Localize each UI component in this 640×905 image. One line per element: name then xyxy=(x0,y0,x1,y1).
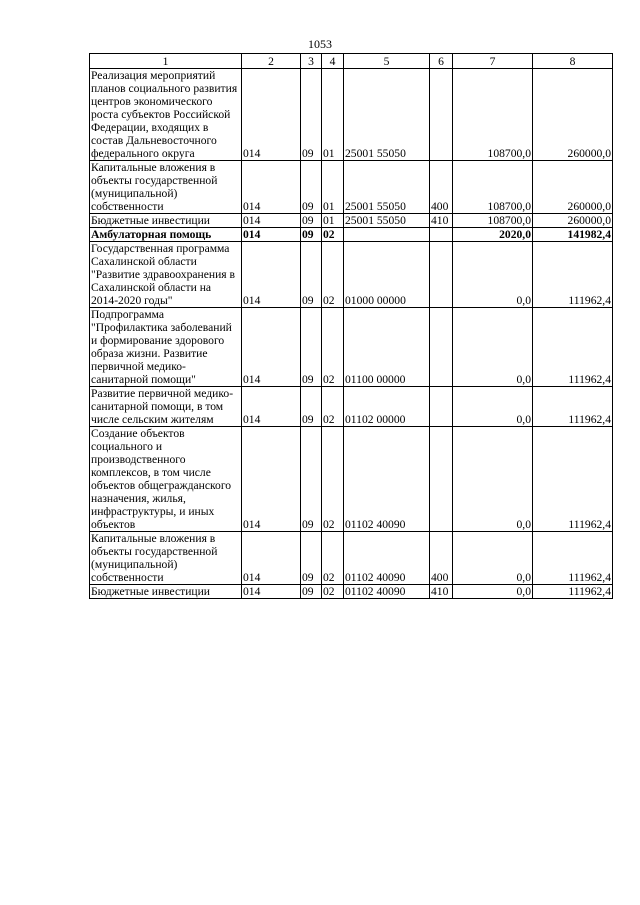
row-name-cell: Государственная программа Сахалинской области "Развитие здравоохранения в Сахалинской области на 2014-2020 годы" xyxy=(90,242,242,308)
table-row xyxy=(90,387,613,427)
subsection-code-cell: 01 xyxy=(322,161,344,214)
column-header: 6 xyxy=(430,54,453,69)
column-header: 7 xyxy=(453,54,533,69)
target-article-cell: 01000 00000 xyxy=(344,242,430,308)
section-code-cell: 09 xyxy=(301,214,322,228)
expense-type-cell xyxy=(430,69,453,161)
expense-type-cell xyxy=(430,387,453,427)
subsection-code-cell: 02 xyxy=(322,242,344,308)
row-name-cell: Подпрограмма "Профилактика заболеваний и формирование здорового образа жизни. Развитие первичной медико-санитарной помощи" xyxy=(90,308,242,387)
target-article-cell: 01102 00000 xyxy=(344,387,430,427)
amount-col7-cell: 108700,0 xyxy=(453,69,533,161)
target-article-cell: 01102 40090 xyxy=(344,427,430,532)
column-header: 5 xyxy=(344,54,430,69)
target-article-cell xyxy=(344,228,430,242)
section-code-cell: 09 xyxy=(301,161,322,214)
table-row xyxy=(90,427,613,532)
amount-col7-cell: 0,0 xyxy=(453,532,533,585)
column-header: 3 xyxy=(301,54,322,69)
column-header: 2 xyxy=(242,54,301,69)
column-header: 8 xyxy=(533,54,613,69)
target-article-cell: 25001 55050 xyxy=(344,69,430,161)
table-row xyxy=(90,228,613,242)
row-name-cell: Бюджетные инвестиции xyxy=(90,214,242,228)
budget-table xyxy=(89,53,613,599)
target-article-cell: 01102 40090 xyxy=(344,532,430,585)
amount-col8-cell: 111962,4 xyxy=(533,387,613,427)
subsection-code-cell: 02 xyxy=(322,585,344,599)
amount-col8-cell: 111962,4 xyxy=(533,427,613,532)
section-code-cell: 09 xyxy=(301,532,322,585)
amount-col7-cell: 108700,0 xyxy=(453,161,533,214)
amount-col7-cell: 0,0 xyxy=(453,427,533,532)
ministry-code-cell: 014 xyxy=(242,161,301,214)
ministry-code-cell: 014 xyxy=(242,532,301,585)
amount-col8-cell: 111962,4 xyxy=(533,532,613,585)
table-header-row xyxy=(90,54,613,69)
expense-type-cell: 400 xyxy=(430,532,453,585)
amount-col7-cell: 0,0 xyxy=(453,387,533,427)
subsection-code-cell: 02 xyxy=(322,387,344,427)
amount-col8-cell: 260000,0 xyxy=(533,214,613,228)
amount-col8-cell: 111962,4 xyxy=(533,585,613,599)
section-code-cell: 09 xyxy=(301,387,322,427)
subsection-code-cell: 02 xyxy=(322,427,344,532)
expense-type-cell: 410 xyxy=(430,214,453,228)
amount-col7-cell: 0,0 xyxy=(453,242,533,308)
table-row xyxy=(90,161,613,214)
amount-col7-cell: 2020,0 xyxy=(453,228,533,242)
ministry-code-cell: 014 xyxy=(242,585,301,599)
section-code-cell: 09 xyxy=(301,228,322,242)
amount-col7-cell: 0,0 xyxy=(453,308,533,387)
row-name-cell: Амбулаторная помощь xyxy=(90,228,242,242)
ministry-code-cell: 014 xyxy=(242,427,301,532)
subsection-code-cell: 01 xyxy=(322,69,344,161)
expense-type-cell xyxy=(430,228,453,242)
section-code-cell: 09 xyxy=(301,308,322,387)
table-row xyxy=(90,532,613,585)
row-name-cell: Бюджетные инвестиции xyxy=(90,585,242,599)
column-header: 1 xyxy=(90,54,242,69)
expense-type-cell xyxy=(430,308,453,387)
row-name-cell: Развитие первичной медико-санитарной помощи, в том числе сельским жителям xyxy=(90,387,242,427)
table-row xyxy=(90,69,613,161)
amount-col7-cell: 108700,0 xyxy=(453,214,533,228)
table-row xyxy=(90,214,613,228)
row-name-cell: Реализация мероприятий планов социального развития центров экономического роста субъектов Российской Федерации, входящих в состав Дальневосточного федерального округа xyxy=(90,69,242,161)
amount-col7-cell: 0,0 xyxy=(453,585,533,599)
amount-col8-cell: 260000,0 xyxy=(533,161,613,214)
row-name-cell: Создание объектов социального и производственного комплексов, в том числе объектов общегражданского назначения, жилья, инфраструктуры, и иных объектов xyxy=(90,427,242,532)
expense-type-cell xyxy=(430,242,453,308)
amount-col8-cell: 111962,4 xyxy=(533,308,613,387)
expense-type-cell: 410 xyxy=(430,585,453,599)
ministry-code-cell: 014 xyxy=(242,228,301,242)
target-article-cell: 25001 55050 xyxy=(344,161,430,214)
row-name-cell: Капитальные вложения в объекты государственной (муниципальной) собственности xyxy=(90,532,242,585)
ministry-code-cell: 014 xyxy=(242,242,301,308)
row-name-cell: Капитальные вложения в объекты государственной (муниципальной) собственности xyxy=(90,161,242,214)
ministry-code-cell: 014 xyxy=(242,387,301,427)
subsection-code-cell: 02 xyxy=(322,228,344,242)
table-row xyxy=(90,308,613,387)
section-code-cell: 09 xyxy=(301,585,322,599)
target-article-cell: 01102 40090 xyxy=(344,585,430,599)
amount-col8-cell: 141982,4 xyxy=(533,228,613,242)
target-article-cell: 01100 00000 xyxy=(344,308,430,387)
amount-col8-cell: 260000,0 xyxy=(533,69,613,161)
amount-col8-cell: 111962,4 xyxy=(533,242,613,308)
subsection-code-cell: 02 xyxy=(322,308,344,387)
expense-type-cell xyxy=(430,427,453,532)
ministry-code-cell: 014 xyxy=(242,308,301,387)
subsection-code-cell: 02 xyxy=(322,532,344,585)
ministry-code-cell: 014 xyxy=(242,214,301,228)
section-code-cell: 09 xyxy=(301,427,322,532)
ministry-code-cell: 014 xyxy=(242,69,301,161)
subsection-code-cell: 01 xyxy=(322,214,344,228)
section-code-cell: 09 xyxy=(301,242,322,308)
section-code-cell: 09 xyxy=(301,69,322,161)
expense-type-cell: 400 xyxy=(430,161,453,214)
page-number: 1053 xyxy=(308,37,332,51)
column-header: 4 xyxy=(322,54,344,69)
table-row xyxy=(90,242,613,308)
target-article-cell: 25001 55050 xyxy=(344,214,430,228)
table-row xyxy=(90,585,613,599)
